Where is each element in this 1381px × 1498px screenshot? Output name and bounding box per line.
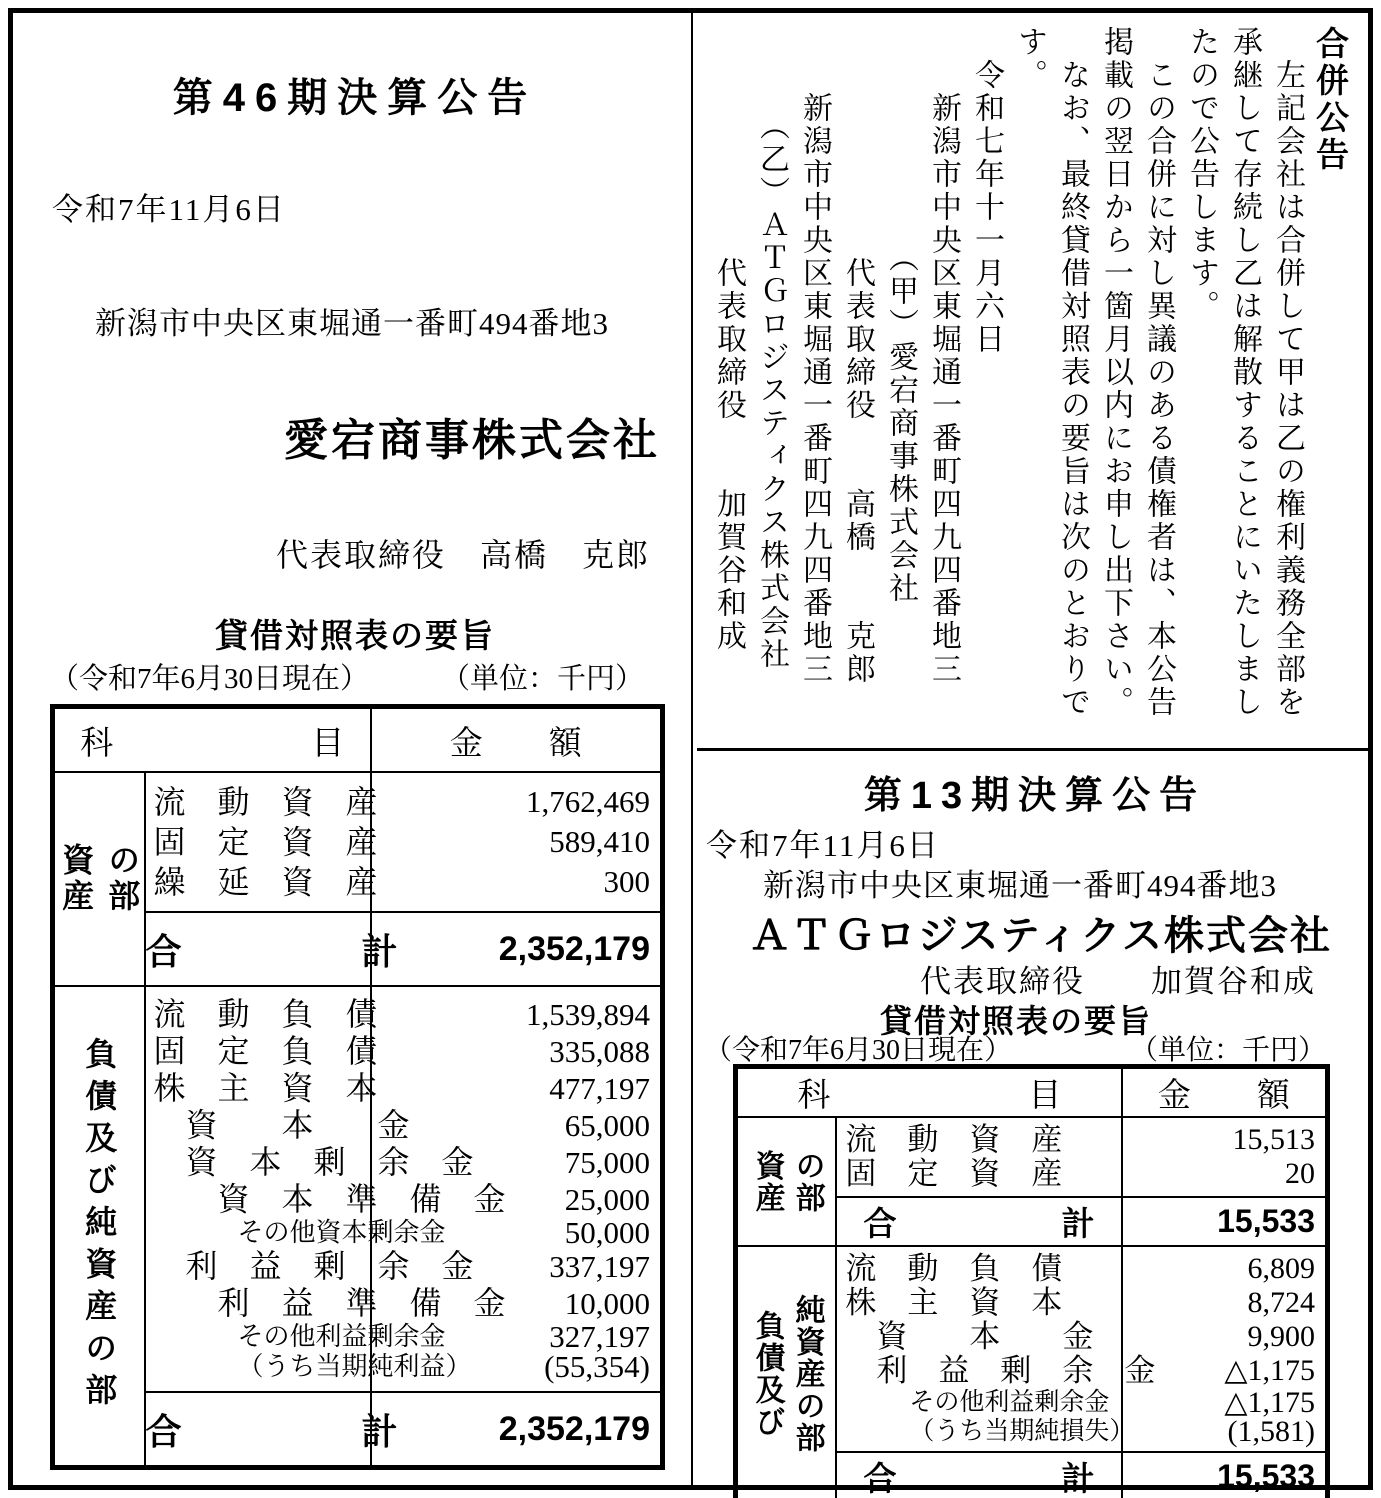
header-item-cell: 科 目 [53, 707, 371, 773]
liabilities-items-row [53, 986, 663, 1392]
liab-row-label: 資 本 金 [153, 1107, 410, 1143]
merger-text-column: たので公告します。 [1185, 26, 1218, 323]
liabilities-total-amount: 2,352,179 [371, 1392, 663, 1468]
right-address: 新潟市中央区東堀通一番町494番地3 [763, 868, 1277, 903]
liabilities-total-row [53, 1392, 663, 1468]
merger-title: 合併公告 [1312, 26, 1349, 174]
liabilities-section-label [53, 986, 145, 1468]
asset-row-label: 固 定 資 産 [153, 824, 378, 860]
asset-row-amount: 300 [603, 864, 650, 899]
header-amount-cell: 金 額 [1122, 1067, 1328, 1118]
left-balance-sheet-meta [50, 656, 644, 697]
asset-row-amount: 15,513 [1232, 1123, 1315, 1156]
merger-text-column: 左記会社は合併して甲は乙の権利義務全部を [1271, 26, 1304, 719]
liab-row-amount: (1,581) [1227, 1415, 1315, 1448]
liab-row-amount: 8,724 [1247, 1286, 1315, 1319]
header-amount-cell: 金 額 [371, 707, 663, 773]
liabilities-items-row [736, 1246, 1328, 1452]
assets-section-label [736, 1117, 837, 1246]
liab-row-amount: 327,197 [549, 1319, 650, 1354]
liabilities-total-label: 合 計 [145, 1392, 371, 1468]
assets-label-col-left: 資産 [750, 1149, 784, 1214]
liabilities-total-label: 合 計 [836, 1452, 1121, 1498]
right-date: 令和7年11月6日 [706, 828, 940, 863]
right-section-divider-line [697, 748, 1368, 751]
liab-row-amount: 75,000 [564, 1145, 650, 1180]
liab-row-label: 資 本 金 [845, 1319, 1094, 1354]
liabilities-label-col-right: 純資産の部 [790, 1293, 824, 1454]
assets-label-col-right: の部 [104, 843, 141, 915]
assets-total-amount: 2,352,179 [371, 912, 663, 986]
liab-row-amount: 50,000 [564, 1215, 650, 1250]
liab-row-label: 流 動 負 債 [845, 1251, 1063, 1286]
liabilities-item-names [145, 986, 506, 1392]
assets-amounts [371, 772, 663, 912]
merger-representative-column: 代表取締役 加賀谷和成 [712, 26, 745, 653]
right-balance-sheet-meta [704, 1028, 1326, 1068]
liab-row-label: （うち当期純利益） [237, 1352, 472, 1381]
assets-amounts [1122, 1117, 1328, 1197]
liab-row-amount: 477,197 [549, 1071, 650, 1106]
left-balance-sheet-title: 貸借対照表の要旨 [215, 617, 495, 654]
right-bs-date: （令和7年6月30日現在） [704, 1035, 1013, 1066]
header-item-cell: 科 目 [736, 1067, 1122, 1118]
merger-text-column: す。 [1013, 26, 1046, 92]
merger-date-column: 令和七年十一月六日 [970, 26, 1003, 356]
liab-row-label: その他利益剰余金 [909, 1389, 1110, 1416]
liab-row-label: 利 益 剰 余 金 [845, 1353, 1156, 1388]
asset-row-amount: 1,762,469 [526, 784, 650, 819]
merger-text-column: なお、最終貸借対照表の要旨は次のとおりで [1056, 26, 1089, 719]
liabilities-label-col-left: 負債及び [750, 1309, 784, 1438]
left-bs-unit: （単位：千円） [440, 663, 644, 695]
liab-row-amount: 25,000 [564, 1182, 650, 1217]
liab-row-amount: 1,539,894 [526, 997, 650, 1032]
asset-row-amount: 20 [1285, 1157, 1315, 1190]
table-header-row [53, 707, 663, 773]
asset-row-label: 流 動 資 産 [153, 784, 378, 820]
merger-representative-column: 代表取締役 高橋 克郎 [841, 26, 874, 686]
liab-row-label: 株 主 資 本 [845, 1285, 1063, 1320]
merger-company-otsu-column: （乙）ＡＴＧロジスティクス株式会社 [755, 26, 788, 671]
assets-item-names [145, 772, 378, 912]
liabilities-total-amount: 15,533 [1122, 1452, 1328, 1498]
assets-total-label: 合 計 [145, 912, 371, 986]
liab-row-label: 流 動 負 債 [153, 996, 378, 1032]
right-title: 第13期決算公告 [863, 775, 1207, 817]
merger-text-column: この合併に対し異議のある債権者は、本公告 [1142, 26, 1175, 719]
liab-row-amount: 335,088 [549, 1034, 650, 1069]
liab-row-amount: (55,354) [544, 1349, 650, 1384]
asset-row-label: 固 定 資 産 [845, 1156, 1063, 1191]
liabilities-amounts [1122, 1246, 1328, 1452]
right-balance-sheet-table [733, 1064, 1330, 1498]
right-company-name: ＡＴＧロジスティクス株式会社 [749, 914, 1332, 958]
assets-section-label [53, 772, 145, 986]
assets-label-col-right: の部 [790, 1149, 824, 1214]
merger-notice [700, 26, 1368, 744]
liab-row-amount: 6,809 [1247, 1252, 1315, 1285]
liab-row-label: その他資本剰余金 [237, 1218, 446, 1247]
assets-total-label: 合 計 [836, 1197, 1121, 1246]
liabilities-label-column: 負債及び純資産の部 [81, 1037, 118, 1415]
merger-address-column: 新潟市中央区東堀通一番町四九四番地三 [798, 26, 831, 686]
assets-label-col-left: 資産 [58, 843, 95, 915]
left-title: 第46期決算公告 [172, 76, 538, 120]
assets-items-row [53, 772, 663, 912]
asset-row-amount: 589,410 [549, 824, 650, 859]
asset-row-label: 流 動 資 産 [845, 1122, 1063, 1157]
left-representative: 代表取締役 高橋 克郎 [275, 537, 650, 573]
center-divider-line [691, 10, 693, 1488]
liab-row-amount: △1,175 [1224, 1354, 1315, 1387]
right-representative: 代表取締役 加賀谷和成 [920, 964, 1316, 999]
right-bs-unit: （単位：千円） [1129, 1035, 1326, 1066]
merger-company-kou-column: （甲）愛宕商事株式会社 [884, 26, 917, 605]
liab-row-label: 資 本 剰 余 金 [153, 1144, 474, 1180]
merger-address-column: 新潟市中央区東堀通一番町四九四番地三 [927, 26, 960, 686]
left-date: 令和7年11月6日 [52, 192, 286, 227]
assets-items-row [736, 1117, 1328, 1197]
merger-text-column: 承継して存続し乙は解散することにいたしまし [1228, 26, 1261, 719]
assets-total-row [53, 912, 663, 986]
liab-row-amount: 10,000 [564, 1286, 650, 1321]
liab-row-label: 株 主 資 本 [153, 1070, 378, 1106]
liab-row-label: （うち当期純損失） [909, 1418, 1135, 1445]
liab-row-amount: 65,000 [564, 1108, 650, 1143]
liab-row-label: 利 益 剰 余 金 [153, 1248, 474, 1284]
liab-row-label: 固 定 負 債 [153, 1033, 378, 1069]
left-address: 新潟市中央区東堀通一番町494番地3 [95, 306, 609, 341]
liab-row-label: 資 本 準 備 金 [153, 1181, 506, 1217]
liab-row-label: 利 益 準 備 金 [153, 1285, 506, 1321]
asset-row-label: 繰 延 資 産 [153, 864, 378, 900]
left-bs-date: （令和7年6月30日現在） [50, 663, 370, 695]
liab-row-amount: 9,900 [1247, 1320, 1315, 1353]
right-balance-sheet-title: 貸借対照表の要旨 [879, 1003, 1152, 1039]
left-company-name: 愛宕商事株式会社 [284, 416, 660, 465]
liabilities-item-names [836, 1246, 1156, 1452]
liab-row-label: その他利益剰余金 [237, 1322, 446, 1351]
table-header-row [736, 1067, 1328, 1118]
assets-item-names [836, 1117, 1121, 1197]
liabilities-section-label [736, 1246, 837, 1498]
liab-row-amount: △1,175 [1224, 1386, 1315, 1419]
liab-row-amount: 337,197 [549, 1249, 650, 1284]
assets-total-amount: 15,533 [1122, 1197, 1328, 1246]
left-balance-sheet-table [50, 704, 665, 1470]
merger-text-column: 掲載の翌日から一箇月以内にお申し出下さい。 [1099, 26, 1132, 719]
